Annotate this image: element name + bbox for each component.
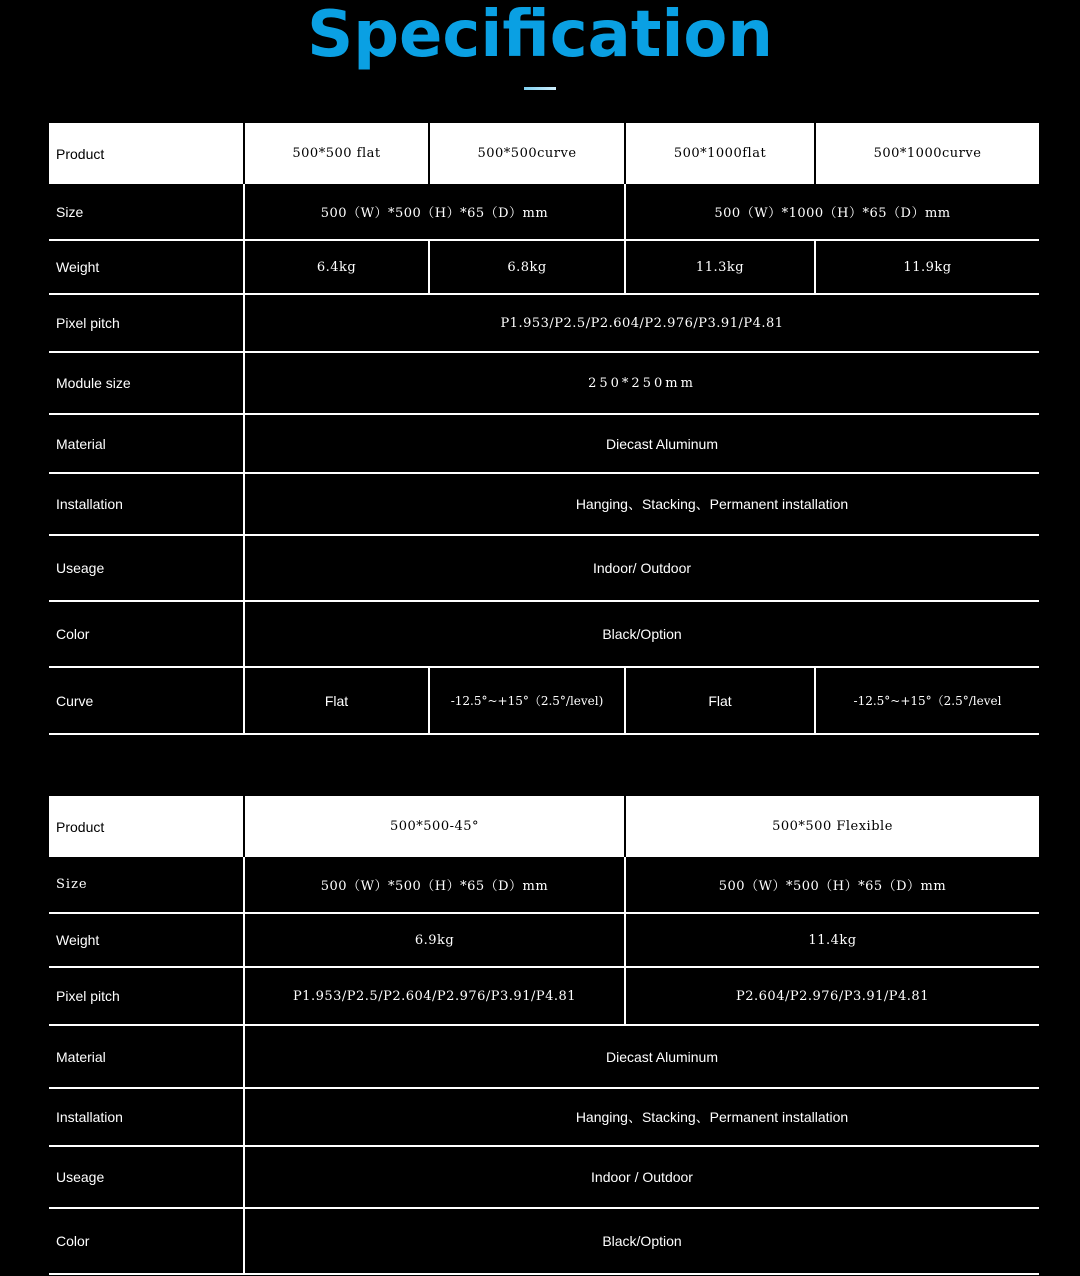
product-cell: 500*1000flat — [625, 123, 815, 184]
product-label: Product — [49, 123, 244, 184]
usage-row — [49, 1146, 1039, 1208]
usage-value: Indoor/ Outdoor — [244, 535, 1039, 601]
weight-label: Weight — [49, 913, 244, 967]
material-label: Material — [49, 414, 244, 473]
usage-label: Useage — [49, 535, 244, 601]
installation-label: Installation — [49, 1088, 244, 1146]
weight-value: 11.4kg — [625, 913, 1039, 967]
curve-label: Curve — [49, 667, 244, 734]
color-label: Color — [49, 601, 244, 667]
product-row — [49, 123, 1039, 184]
installation-row — [49, 473, 1039, 535]
installation-value: Hanging、Stacking、Permanent installation — [244, 1088, 1039, 1146]
curve-value: -12.5°~+15°（2.5°/level — [815, 667, 1039, 734]
size-label: Size — [49, 184, 244, 240]
size-row — [49, 184, 1039, 240]
pixel-pitch-label: Pixel pitch — [49, 294, 244, 352]
pixel-pitch-row — [49, 967, 1039, 1025]
weight-row — [49, 240, 1039, 294]
pixel-pitch-value: P1.953/P2.5/P2.604/P2.976/P3.91/P4.81 — [244, 294, 1039, 352]
curve-row — [49, 667, 1039, 734]
pixel-pitch-value: P2.604/P2.976/P3.91/P4.81 — [625, 967, 1039, 1025]
curve-value: -12.5°~+15°（2.5°/level) — [429, 667, 625, 734]
weight-label: Weight — [49, 240, 244, 294]
usage-label: Useage — [49, 1146, 244, 1208]
usage-row — [49, 535, 1039, 601]
weight-value: 6.8kg — [429, 240, 625, 294]
material-value: Diecast Aluminum — [244, 1025, 1039, 1088]
color-label: Color — [49, 1208, 244, 1274]
page-title: Specification — [307, 0, 773, 72]
product-cell: 500*1000curve — [815, 123, 1039, 184]
color-value: Black/Option — [244, 1208, 1039, 1274]
module-size-value: 250*250mm — [244, 352, 1039, 414]
size-value: 500（W）*500（H）*65（D）mm — [625, 857, 1039, 913]
spec-table-2 — [49, 796, 1039, 1275]
size-value: 500（W）*500（H）*65（D）mm — [244, 184, 625, 240]
weight-value: 6.9kg — [244, 913, 625, 967]
material-row — [49, 1025, 1039, 1088]
size-value: 500（W）*1000（H）*65（D）mm — [625, 184, 1039, 240]
installation-value: Hanging、Stacking、Permanent installation — [244, 473, 1039, 535]
installation-label: Installation — [49, 473, 244, 535]
weight-value: 11.9kg — [815, 240, 1039, 294]
color-row — [49, 1208, 1039, 1274]
product-cell: 500*500curve — [429, 123, 625, 184]
weight-row — [49, 913, 1039, 967]
weight-value: 11.3kg — [625, 240, 815, 294]
size-value: 500（W）*500（H）*65（D）mm — [244, 857, 625, 913]
weight-value: 6.4kg — [244, 240, 429, 294]
curve-value: Flat — [625, 667, 815, 734]
spec-table-1 — [49, 123, 1039, 735]
module-size-row — [49, 352, 1039, 414]
product-row — [49, 796, 1039, 857]
size-row — [49, 857, 1039, 913]
pixel-pitch-label: Pixel pitch — [49, 967, 244, 1025]
pixel-pitch-value: P1.953/P2.5/P2.604/P2.976/P3.91/P4.81 — [244, 967, 625, 1025]
material-row — [49, 414, 1039, 473]
size-label: Size — [49, 857, 244, 913]
color-row — [49, 601, 1039, 667]
pixel-pitch-row — [49, 294, 1039, 352]
product-cell: 500*500 flat — [244, 123, 429, 184]
material-value: Diecast Aluminum — [244, 414, 1039, 473]
curve-value: Flat — [244, 667, 429, 734]
installation-row — [49, 1088, 1039, 1146]
product-label: Product — [49, 796, 244, 857]
title-underline — [524, 87, 556, 90]
usage-value: Indoor / Outdoor — [244, 1146, 1039, 1208]
color-value: Black/Option — [244, 601, 1039, 667]
material-label: Material — [49, 1025, 244, 1088]
product-cell: 500*500 Flexible — [625, 796, 1039, 857]
product-cell: 500*500-45° — [244, 796, 625, 857]
module-size-label: Module size — [49, 352, 244, 414]
